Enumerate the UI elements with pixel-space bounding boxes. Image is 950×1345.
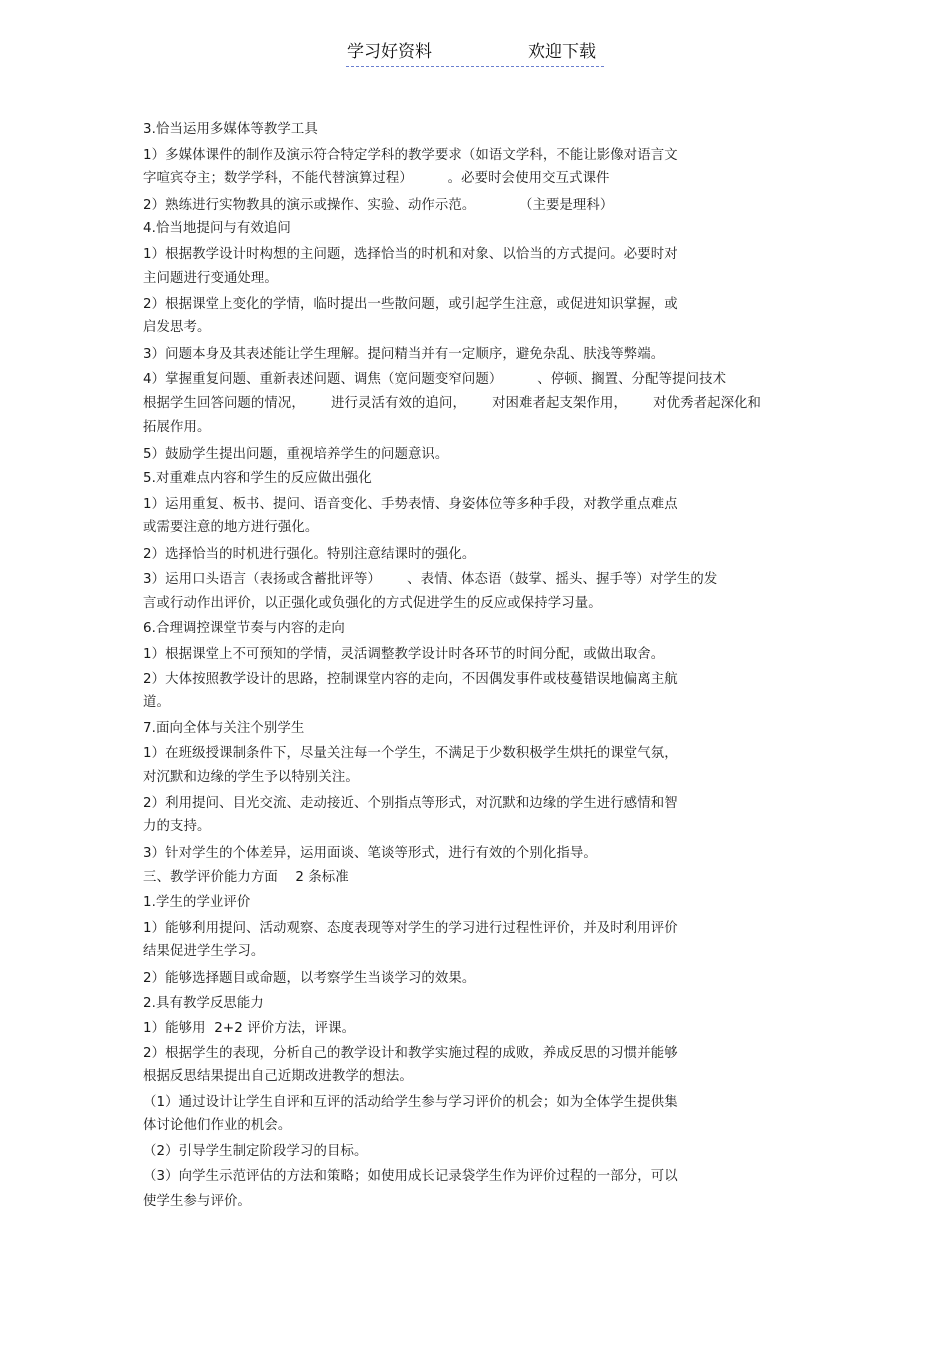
text-line: 根据反思结果提出自己近期改进教学的想法。 — [143, 1069, 413, 1084]
text-line: 力的支持。 — [143, 819, 211, 834]
text-line: （3）向学生示范评估的方法和策略；如使用成长记录袋学生作为评价过程的一部分，可以 — [143, 1169, 678, 1184]
header-right-text: 欢迎下载 — [528, 42, 596, 62]
section-heading: 2.具有教学反思能力 — [143, 996, 264, 1011]
text-line: （2）引导学生制定阶段学习的目标。 — [143, 1144, 368, 1159]
text-line: 1）能够利用提问、活动观察、态度表现等对学生的学习进行过程性评价，并及时利用评价 — [143, 921, 678, 936]
section-heading: 4.恰当地提问与有效追问 — [143, 221, 291, 236]
section-heading: 5.对重难点内容和学生的反应做出强化 — [143, 471, 372, 486]
text-line: 或需要注意的地方进行强化。 — [143, 520, 319, 535]
text-line: 2）能够选择题目或命题，以考察学生当谈学习的效果。 — [143, 971, 476, 986]
text-line: 3）问题本身及其表述能让学生理解。提问精当并有一定顺序，避免杂乱、肤浅等弊端。 — [143, 347, 665, 362]
text-line: 根据学生回答问题的情况， 进行灵活有效的追问， 对困难者起支架作用， 对优秀者起深化和 — [143, 396, 762, 411]
text-line: 2）利用提问、目光交流、走动接近、个别指点等形式，对沉默和边缘的学生进行感情和智 — [143, 796, 678, 811]
text-line: 1）根据教学设计时构想的主问题，选择恰当的时机和对象、以恰当的方式提问。必要时对 — [143, 247, 678, 262]
text-line: 言或行动作出评价，以正强化或负强化的方式促进学生的反应或保持学习量。 — [143, 596, 602, 611]
section-heading: 7.面向全体与关注个别学生 — [143, 721, 305, 736]
section-heading: 6.合理调控课堂节奏与内容的走向 — [143, 621, 345, 636]
text-line: 1）多媒体课件的制作及演示符合特定学科的教学要求（如语文学科，不能让影像对语言文 — [143, 148, 678, 163]
text-line: 2）根据学生的表现，分析自己的教学设计和教学实施过程的成败，养成反思的习惯并能够 — [143, 1046, 678, 1061]
text-line: 2）根据课堂上变化的学情，临时提出一些散问题，或引起学生注意，或促进知识掌握，或 — [143, 297, 678, 312]
text-line: 3）针对学生的个体差异，运用面谈、笔谈等形式，进行有效的个别化指导。 — [143, 846, 597, 861]
page-header — [346, 42, 604, 67]
text-line: 道。 — [143, 695, 170, 710]
text-line: 拓展作用。 — [143, 420, 211, 435]
text-line: 启发思考。 — [143, 320, 211, 335]
section-heading: 三、教学评价能力方面 2 条标准 — [143, 870, 349, 885]
section-heading: 1.学生的学业评价 — [143, 895, 251, 910]
text-line: 4）掌握重复问题、重新表述问题、调焦（宽问题变窄问题） 、停顿、搁置、分配等提问技术 — [143, 372, 727, 387]
text-line: 2）大体按照教学设计的思路，控制课堂内容的走向，不因偶发事件或枝蔓错误地偏离主航 — [143, 672, 678, 687]
text-line: 2）选择恰当的时机进行强化。特别注意结课时的强化。 — [143, 547, 476, 562]
text-line: 对沉默和边缘的学生予以特别关注。 — [143, 770, 359, 785]
header-left-text: 学习好资料 — [347, 42, 432, 62]
text-line: 1）在班级授课制条件下，尽量关注每一个学生，不满足于少数积极学生烘托的课堂气氛， — [143, 746, 678, 761]
text-line: 1）根据课堂上不可预知的学情，灵活调整教学设计时各环节的时间分配，或做出取舍。 — [143, 647, 665, 662]
text-line: 字喧宾夺主；数学学科，不能代替演算过程） 。必要时会使用交互式课件 — [143, 171, 610, 186]
text-line: 结果促进学生学习。 — [143, 944, 265, 959]
text-line: 1）能够用 2+2 评价方法，评课。 — [143, 1021, 356, 1036]
text-line: 3）运用口头语言（表扬或含蓄批评等） 、表情、体态语（鼓掌、摇头、握手等）对学生的发 — [143, 572, 718, 587]
text-line: 体讨论他们作业的机会。 — [143, 1118, 292, 1133]
text-line: （1）通过设计让学生自评和互评的活动给学生参与学习评价的机会；如为全体学生提供集 — [143, 1095, 678, 1110]
text-line: 1）运用重复、板书、提问、语音变化、手势表情、身姿体位等多种手段，对教学重点难点 — [143, 497, 678, 512]
section-heading: 3.恰当运用多媒体等教学工具 — [143, 122, 318, 137]
text-line: 2）熟练进行实物教具的演示或操作、实验、动作示范。 （主要是理科） — [143, 198, 614, 213]
text-line: 主问题进行变通处理。 — [143, 271, 278, 286]
text-line: 使学生参与评价。 — [143, 1194, 251, 1209]
text-line: 5）鼓励学生提出问题，重视培养学生的问题意识。 — [143, 447, 449, 462]
